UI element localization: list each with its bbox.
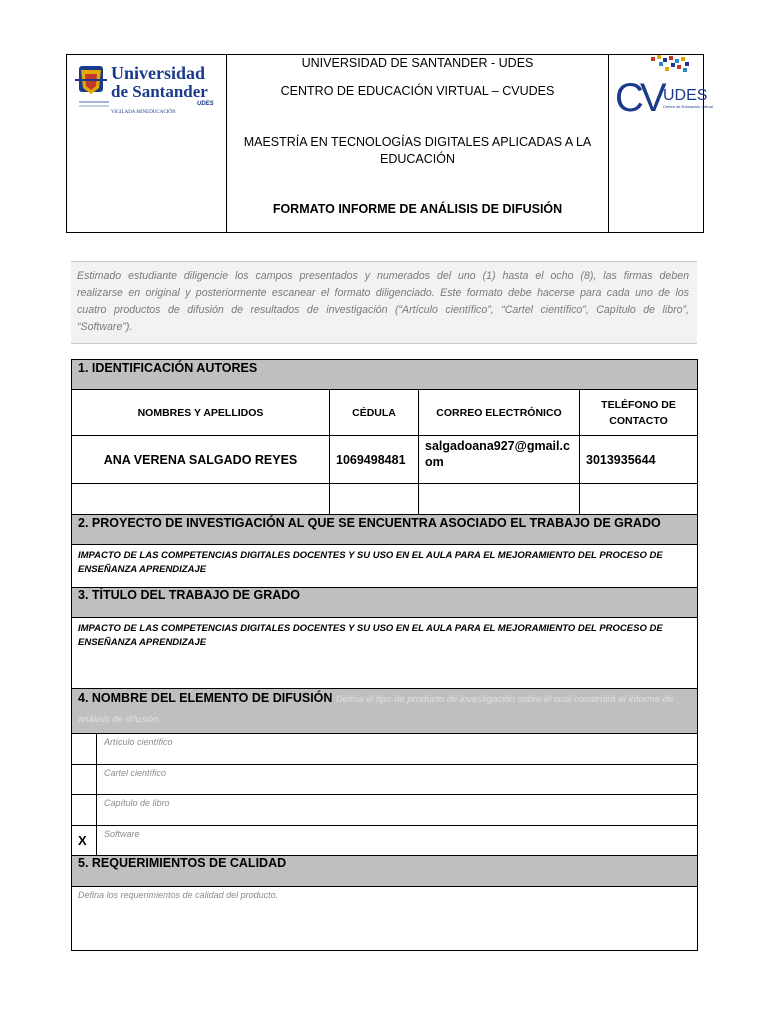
center-name: CENTRO DE EDUCACIÓN VIRTUAL – CVUDES (280, 84, 555, 98)
thesis-title-field[interactable]: IMPACTO DE LAS COMPETENCIAS DIGITALES DOCENTES Y SU USO EN EL AULA PARA EL MEJORAMIENTO DEL PROCESO DE ENSEÑANZA APRENDIZAJE (72, 618, 697, 689)
section-4-hint: Defina el tipo de producto de investigación sobre el cual construirá el informe de análisis de difusión. (78, 694, 674, 725)
cvudes-name: UDES (663, 87, 708, 104)
col-header-email: CORREO ELECTRÓNICO (419, 390, 580, 435)
author-name-empty[interactable] (72, 484, 330, 514)
notice-line-1: Estimado estudiante diligencie los campos presentados y numerados del uno (1) hasta el ocho (8), las firmas deben (77, 270, 689, 282)
udes-logo-cell (67, 55, 227, 232)
option-checkbox[interactable] (72, 795, 97, 825)
section-5-hint: Defina los requerimientos de calidad del producto. (78, 890, 279, 900)
udes-logo-sub: VIGILADA MINEDUCACIÓN (111, 110, 176, 115)
section-3-title: 3. TÍTULO DEL TRABAJO DE GRADO (78, 588, 301, 602)
cvudes-logo (613, 55, 713, 120)
section-3-header (72, 588, 697, 618)
cvudes-logo-cell (608, 55, 713, 232)
option-row (72, 765, 697, 795)
author-phone[interactable]: 3013935644 (586, 452, 656, 467)
authors-table-header (72, 390, 697, 436)
author-phone-empty[interactable] (580, 484, 697, 514)
udes-crest-icon (75, 66, 107, 94)
instructions-notice (71, 261, 697, 344)
quality-requirements-field[interactable] (72, 887, 697, 950)
option-label: Artículo científico (104, 737, 173, 747)
format-title: FORMATO INFORME DE ANÁLISIS DE DIFUSIÓN (272, 202, 563, 216)
option-checkbox[interactable] (72, 734, 97, 764)
option-checkbox[interactable] (72, 765, 97, 794)
udes-logo-word2: de Santander (111, 82, 208, 101)
author-id-empty[interactable] (330, 484, 419, 514)
option-checkbox-selected[interactable]: X (72, 826, 97, 855)
section-5-title: 5. REQUERIMIENTOS DE CALIDAD (78, 856, 287, 870)
udes-logo (75, 60, 225, 130)
option-row (72, 826, 697, 856)
report-form (71, 359, 698, 951)
notice-line-4: “Software”). (77, 321, 133, 333)
section-2-header (72, 515, 697, 545)
section-5-header (72, 856, 697, 887)
option-label: Cartel científico (104, 768, 167, 778)
header-title-block (227, 55, 608, 232)
author-email[interactable]: salgadoana927@gmail.com (419, 436, 580, 483)
notice-line-2: realizarse en original y posteriormente escanear el formato diligenciado. Este formato debe hacerse para cada uno de los (77, 287, 689, 299)
header-table (66, 54, 713, 233)
authors-table-row (72, 484, 697, 515)
option-row (72, 734, 697, 765)
program-line-1: MAESTRÍA EN TECNOLOGÍAS DIGITALES APLICADAS A LA (243, 135, 592, 149)
research-project-field[interactable]: IMPACTO DE LAS COMPETENCIAS DIGITALES DOCENTES Y SU USO EN EL AULA PARA EL MEJORAMIENTO DEL PROCESO DE ENSEÑANZA APRENDIZAJE (72, 545, 697, 588)
option-label: Capítulo de libro (104, 798, 170, 808)
author-name[interactable]: ANA VERENA SALGADO REYES (72, 436, 330, 483)
section-1-title: 1. IDENTIFICACIÓN AUTORES (78, 361, 258, 375)
section-1-header (72, 360, 697, 390)
notice-line-3: cuatro productos de difusión de resultados de investigación (“Artículo científico”, “Cartel científico”, Capítulo de libro”, (77, 304, 689, 316)
author-email-empty[interactable] (419, 484, 580, 514)
col-header-id: CÉDULA (330, 390, 419, 435)
col-header-names: NOMBRES Y APELLIDOS (72, 390, 330, 435)
cvudes-letters: CV (615, 76, 663, 120)
section-4-title: 4. NOMBRE DEL ELEMENTO DE DIFUSIÓN (78, 691, 333, 705)
section-2-title: 2. PROYECTO DE INVESTIGACIÓN AL QUE SE ENCUENTRA ASOCIADO EL TRABAJO DE GRADO (78, 516, 661, 530)
udes-logo-word1: Universidad (111, 63, 206, 83)
cvudes-sub: Centro de Educación Virtual (663, 104, 713, 109)
col-header-phone: TELÉFONO DE CONTACTO (601, 398, 676, 427)
program-line-2: EDUCACIÓN (379, 152, 455, 166)
authors-table-row (72, 436, 697, 484)
udes-logo-tag: UDES (197, 101, 214, 107)
option-label: Software (104, 829, 140, 839)
university-name: UNIVERSIDAD DE SANTANDER - UDES (301, 56, 534, 70)
author-id[interactable]: 1069498481 (330, 436, 419, 483)
option-row (72, 795, 697, 826)
section-4-header (72, 689, 697, 734)
pixel-mosaic-icon (651, 55, 689, 72)
